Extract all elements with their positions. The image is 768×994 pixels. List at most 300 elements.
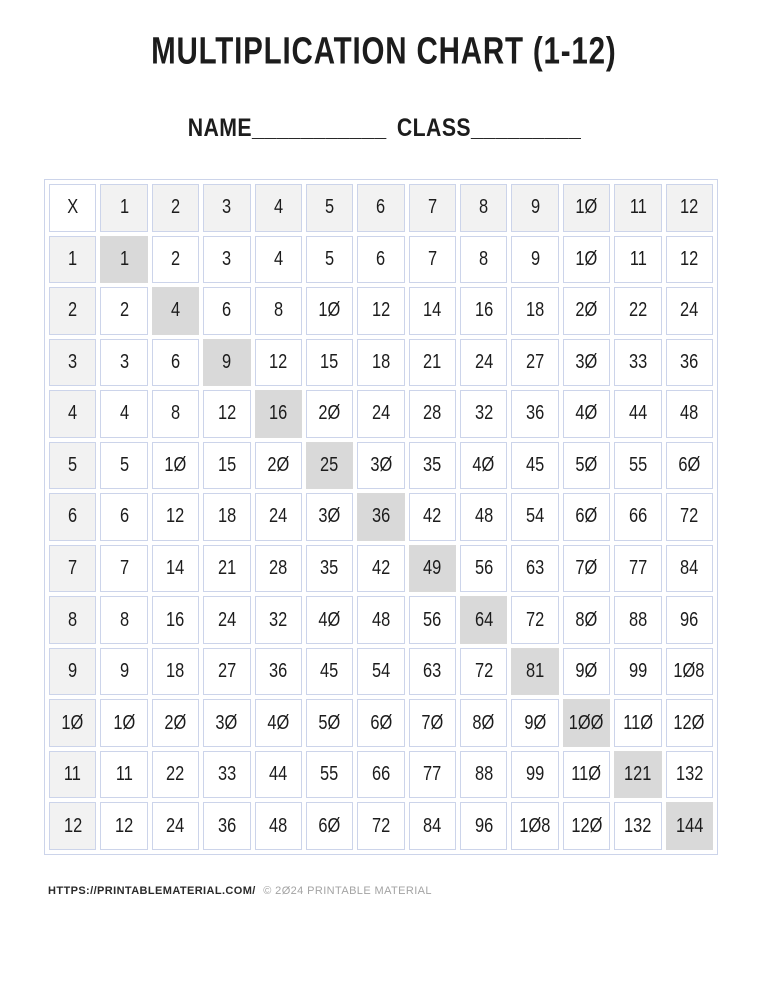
product-cell-label: 1Ø bbox=[113, 711, 136, 734]
product-cell bbox=[409, 287, 456, 335]
product-cell bbox=[100, 545, 147, 593]
product-cell-label: 14 bbox=[166, 557, 185, 580]
product-cell-label: 5 bbox=[325, 247, 335, 270]
product-cell bbox=[460, 648, 507, 696]
product-cell-label: 81 bbox=[526, 660, 545, 683]
product-cell bbox=[255, 390, 302, 438]
row-header-cell bbox=[49, 493, 96, 541]
corner-cell bbox=[49, 184, 96, 232]
product-cell bbox=[460, 442, 507, 490]
product-cell bbox=[614, 699, 661, 747]
product-cell-label: 11 bbox=[115, 763, 133, 786]
product-cell bbox=[666, 648, 713, 696]
product-cell-label: 3Ø bbox=[318, 505, 341, 528]
product-cell-label: 3Ø bbox=[575, 350, 598, 373]
product-cell-label: 45 bbox=[526, 453, 545, 476]
product-cell-label: 72 bbox=[474, 660, 493, 683]
product-cell-label: 24 bbox=[371, 402, 391, 425]
product-cell bbox=[460, 545, 507, 593]
product-cell bbox=[563, 339, 610, 387]
product-cell-label: 21 bbox=[423, 350, 442, 373]
product-cell-label: 27 bbox=[217, 660, 236, 683]
product-cell bbox=[152, 802, 199, 850]
product-cell bbox=[255, 287, 302, 335]
product-cell-label: 96 bbox=[680, 608, 699, 631]
product-cell-label: 24 bbox=[474, 350, 493, 373]
product-cell bbox=[306, 390, 353, 438]
product-cell bbox=[152, 287, 199, 335]
row-header-cell bbox=[49, 545, 96, 593]
product-cell bbox=[357, 802, 404, 850]
row-header-cell bbox=[49, 699, 96, 747]
column-header-cell bbox=[306, 184, 353, 232]
product-cell bbox=[614, 442, 661, 490]
product-cell bbox=[306, 596, 353, 644]
product-cell-label: 2Ø bbox=[164, 711, 187, 734]
product-cell bbox=[306, 802, 353, 850]
product-cell-label: 36 bbox=[269, 660, 288, 683]
product-cell-label: 35 bbox=[320, 557, 339, 580]
product-cell-label: 48 bbox=[474, 505, 493, 528]
column-header-cell-label: 3 bbox=[222, 196, 232, 219]
column-header-cell-label: 6 bbox=[376, 196, 386, 219]
product-cell-label: 36 bbox=[526, 402, 545, 425]
row-header-cell-label: 3 bbox=[68, 350, 78, 373]
product-cell bbox=[203, 802, 250, 850]
product-cell-label: 66 bbox=[371, 763, 391, 786]
product-cell-label: 27 bbox=[526, 350, 545, 373]
product-cell bbox=[357, 287, 404, 335]
row-header-cell bbox=[49, 442, 96, 490]
product-cell-label: 48 bbox=[680, 402, 699, 425]
product-cell bbox=[100, 493, 147, 541]
row-header-cell-label: 1 bbox=[68, 247, 78, 270]
product-cell-label: 1ØØ bbox=[569, 711, 604, 734]
product-cell-label: 6Ø bbox=[575, 505, 598, 528]
product-cell-label: 35 bbox=[423, 453, 442, 476]
product-cell-label: 22 bbox=[628, 299, 648, 322]
product-cell-label: 1Ø8 bbox=[519, 814, 551, 837]
product-cell-label: 4Ø bbox=[472, 453, 495, 476]
product-cell-label: 6Ø bbox=[370, 711, 392, 734]
column-header-cell-label: 1Ø bbox=[575, 196, 598, 219]
product-cell bbox=[614, 596, 661, 644]
product-cell bbox=[666, 390, 713, 438]
product-cell-label: 7 bbox=[119, 557, 129, 580]
product-cell bbox=[357, 236, 404, 284]
product-cell bbox=[152, 545, 199, 593]
product-cell-label: 121 bbox=[624, 763, 652, 786]
product-cell-label: 45 bbox=[320, 660, 339, 683]
product-cell bbox=[614, 751, 661, 799]
product-cell-label: 28 bbox=[423, 402, 442, 425]
product-cell bbox=[152, 339, 199, 387]
product-cell-label: 5 bbox=[119, 453, 129, 476]
product-cell-label: 3Ø bbox=[370, 453, 392, 476]
product-cell bbox=[203, 287, 250, 335]
product-cell bbox=[460, 493, 507, 541]
row-header-cell-label: 5 bbox=[68, 453, 78, 476]
product-cell bbox=[409, 339, 456, 387]
product-cell-label: 8Ø bbox=[575, 608, 598, 631]
product-cell-label: 16 bbox=[269, 402, 288, 425]
product-cell bbox=[203, 339, 250, 387]
product-cell bbox=[306, 493, 353, 541]
product-cell-label: 132 bbox=[624, 814, 652, 837]
product-cell-label: 55 bbox=[320, 763, 339, 786]
product-cell-label: 3Ø bbox=[215, 711, 238, 734]
row-header-cell-label: 12 bbox=[63, 814, 82, 837]
product-cell bbox=[357, 339, 404, 387]
product-cell-label: 12Ø bbox=[571, 814, 603, 837]
product-cell bbox=[357, 493, 404, 541]
product-cell bbox=[614, 287, 661, 335]
row-header-cell-label: 6 bbox=[68, 505, 78, 528]
product-cell-label: 1Ø bbox=[164, 453, 187, 476]
product-cell-label: 4Ø bbox=[318, 608, 341, 631]
product-cell bbox=[100, 339, 147, 387]
product-cell bbox=[100, 287, 147, 335]
product-cell-label: 6 bbox=[222, 299, 232, 322]
row-header-cell bbox=[49, 802, 96, 850]
product-cell bbox=[460, 751, 507, 799]
product-cell-label: 84 bbox=[680, 557, 699, 580]
product-cell bbox=[614, 648, 661, 696]
product-cell bbox=[306, 648, 353, 696]
product-cell-label: 12 bbox=[371, 299, 391, 322]
product-cell-label: 44 bbox=[628, 402, 648, 425]
product-cell-label: 54 bbox=[371, 660, 391, 683]
product-cell bbox=[563, 287, 610, 335]
product-cell bbox=[203, 545, 250, 593]
product-cell bbox=[614, 236, 661, 284]
product-cell bbox=[306, 442, 353, 490]
column-header-cell bbox=[563, 184, 610, 232]
product-cell bbox=[152, 648, 199, 696]
class-field-label: CLASS_________ bbox=[396, 114, 581, 142]
product-cell-label: 18 bbox=[166, 660, 185, 683]
product-cell-label: 88 bbox=[628, 608, 648, 631]
product-cell bbox=[666, 339, 713, 387]
product-cell bbox=[511, 545, 558, 593]
column-header-cell bbox=[152, 184, 199, 232]
product-cell bbox=[306, 287, 353, 335]
product-cell bbox=[255, 545, 302, 593]
product-cell-label: 33 bbox=[628, 350, 648, 373]
product-cell bbox=[511, 339, 558, 387]
product-cell bbox=[666, 442, 713, 490]
product-cell-label: 28 bbox=[269, 557, 288, 580]
row-header-cell-label: 9 bbox=[68, 660, 78, 683]
product-cell-label: 36 bbox=[680, 350, 699, 373]
product-cell-label: 4Ø bbox=[267, 711, 290, 734]
product-cell bbox=[460, 596, 507, 644]
product-cell-label: 11 bbox=[629, 247, 647, 270]
product-cell bbox=[255, 442, 302, 490]
product-cell bbox=[614, 339, 661, 387]
product-cell-label: 72 bbox=[526, 608, 545, 631]
product-cell bbox=[511, 493, 558, 541]
product-cell bbox=[666, 699, 713, 747]
product-cell-label: 8 bbox=[119, 608, 129, 631]
product-cell-label: 77 bbox=[423, 763, 442, 786]
product-cell bbox=[563, 751, 610, 799]
product-cell bbox=[357, 596, 404, 644]
product-cell bbox=[255, 699, 302, 747]
product-cell-label: 2 bbox=[119, 299, 129, 322]
product-cell bbox=[152, 493, 199, 541]
product-cell-label: 42 bbox=[371, 557, 391, 580]
product-cell bbox=[666, 236, 713, 284]
product-cell-label: 42 bbox=[423, 505, 442, 528]
product-cell bbox=[409, 493, 456, 541]
product-cell-label: 6 bbox=[376, 247, 386, 270]
product-cell bbox=[255, 596, 302, 644]
product-cell bbox=[409, 596, 456, 644]
column-header-cell bbox=[511, 184, 558, 232]
product-cell bbox=[203, 390, 250, 438]
multiplication-grid bbox=[44, 179, 718, 855]
product-cell bbox=[152, 596, 199, 644]
column-header-cell-label: 4 bbox=[273, 196, 283, 219]
product-cell bbox=[306, 339, 353, 387]
product-cell-label: 12 bbox=[680, 247, 699, 270]
product-cell-label: 25 bbox=[320, 453, 339, 476]
product-cell-label: 5Ø bbox=[575, 453, 598, 476]
product-cell bbox=[255, 339, 302, 387]
product-cell bbox=[100, 802, 147, 850]
product-cell bbox=[563, 699, 610, 747]
product-cell-label: 32 bbox=[269, 608, 288, 631]
product-cell bbox=[511, 596, 558, 644]
product-cell-label: 44 bbox=[269, 763, 288, 786]
product-cell-label: 48 bbox=[269, 814, 288, 837]
product-cell-label: 55 bbox=[628, 453, 648, 476]
product-cell-label: 22 bbox=[166, 763, 185, 786]
product-cell bbox=[460, 339, 507, 387]
product-cell bbox=[511, 648, 558, 696]
product-cell bbox=[357, 751, 404, 799]
product-cell-label: 9Ø bbox=[524, 711, 547, 734]
product-cell-label: 96 bbox=[474, 814, 493, 837]
product-cell bbox=[203, 648, 250, 696]
product-cell-label: 24 bbox=[217, 608, 236, 631]
product-cell-label: 6Ø bbox=[678, 453, 701, 476]
product-cell bbox=[409, 442, 456, 490]
row-header-cell bbox=[49, 287, 96, 335]
row-header-cell-label: 7 bbox=[68, 557, 78, 580]
product-cell bbox=[203, 751, 250, 799]
product-cell bbox=[614, 493, 661, 541]
product-cell bbox=[666, 287, 713, 335]
product-cell-label: 72 bbox=[680, 505, 699, 528]
product-cell bbox=[100, 751, 147, 799]
row-header-cell-label: 1Ø bbox=[61, 711, 84, 734]
product-cell-label: 6Ø bbox=[318, 814, 341, 837]
product-cell-label: 99 bbox=[526, 763, 545, 786]
product-cell bbox=[460, 699, 507, 747]
column-header-cell-label: 2 bbox=[170, 196, 181, 219]
product-cell-label: 12 bbox=[114, 814, 134, 837]
product-cell bbox=[409, 390, 456, 438]
row-header-cell bbox=[49, 751, 96, 799]
row-header-cell bbox=[49, 236, 96, 284]
product-cell-label: 6 bbox=[170, 350, 181, 373]
product-cell-label: 9Ø bbox=[575, 660, 598, 683]
product-cell bbox=[203, 236, 250, 284]
product-cell-label: 8 bbox=[170, 402, 181, 425]
product-cell-label: 8 bbox=[479, 247, 489, 270]
product-cell-label: 9 bbox=[222, 350, 232, 373]
product-cell bbox=[460, 287, 507, 335]
product-cell-label: 11Ø bbox=[571, 763, 602, 786]
row-header-cell bbox=[49, 339, 96, 387]
product-cell bbox=[203, 442, 250, 490]
product-cell-label: 2 bbox=[170, 247, 181, 270]
column-header-cell bbox=[100, 184, 147, 232]
row-header-cell-label: 8 bbox=[68, 608, 78, 631]
column-header-cell-label: 9 bbox=[530, 196, 540, 219]
product-cell-label: 99 bbox=[628, 660, 648, 683]
product-cell bbox=[614, 545, 661, 593]
product-cell bbox=[203, 596, 250, 644]
product-cell bbox=[563, 236, 610, 284]
product-cell bbox=[666, 493, 713, 541]
product-cell-label: 64 bbox=[474, 608, 493, 631]
corner-cell-label: X bbox=[67, 196, 79, 219]
column-header-cell bbox=[203, 184, 250, 232]
product-cell bbox=[203, 699, 250, 747]
product-cell-label: 4Ø bbox=[575, 402, 598, 425]
product-cell-label: 16 bbox=[166, 608, 185, 631]
product-cell bbox=[152, 751, 199, 799]
product-cell-label: 1 bbox=[119, 247, 129, 270]
product-cell-label: 11Ø bbox=[623, 711, 653, 734]
page-title: MULTIPLICATION CHART (1-12) bbox=[151, 28, 617, 72]
product-cell-label: 32 bbox=[474, 402, 493, 425]
product-cell-label: 1Ø bbox=[575, 247, 598, 270]
product-cell bbox=[357, 390, 404, 438]
product-cell bbox=[255, 751, 302, 799]
product-cell bbox=[511, 236, 558, 284]
product-cell bbox=[666, 596, 713, 644]
product-cell-label: 4 bbox=[170, 299, 181, 322]
product-cell-label: 21 bbox=[217, 557, 236, 580]
column-header-cell bbox=[666, 184, 713, 232]
product-cell-label: 7Ø bbox=[421, 711, 444, 734]
product-cell-label: 16 bbox=[474, 299, 493, 322]
footer-url: HTTPS://PRINTABLEMATERIAL.COM/ bbox=[48, 885, 256, 897]
column-header-cell bbox=[357, 184, 404, 232]
product-cell-label: 36 bbox=[371, 505, 391, 528]
product-cell-label: 3 bbox=[222, 247, 232, 270]
product-cell bbox=[614, 802, 661, 850]
product-cell bbox=[357, 699, 404, 747]
product-cell bbox=[563, 442, 610, 490]
product-cell bbox=[100, 648, 147, 696]
product-cell-label: 63 bbox=[423, 660, 442, 683]
product-cell-label: 77 bbox=[628, 557, 648, 580]
product-cell bbox=[100, 699, 147, 747]
product-cell bbox=[100, 390, 147, 438]
product-cell-label: 132 bbox=[675, 763, 703, 786]
product-cell bbox=[357, 648, 404, 696]
product-cell-label: 1Ø8 bbox=[673, 660, 705, 683]
product-cell bbox=[357, 442, 404, 490]
row-header-cell-label: 2 bbox=[68, 299, 78, 322]
product-cell-label: 56 bbox=[474, 557, 493, 580]
product-cell-label: 24 bbox=[680, 299, 699, 322]
product-cell bbox=[563, 545, 610, 593]
product-cell bbox=[409, 545, 456, 593]
product-cell bbox=[100, 236, 147, 284]
product-cell-label: 24 bbox=[269, 505, 288, 528]
product-cell-label: 12 bbox=[269, 350, 288, 373]
product-cell bbox=[152, 442, 199, 490]
product-cell bbox=[409, 699, 456, 747]
product-cell bbox=[563, 648, 610, 696]
product-cell bbox=[100, 596, 147, 644]
column-header-cell bbox=[409, 184, 456, 232]
product-cell-label: 18 bbox=[217, 505, 236, 528]
product-cell-label: 9 bbox=[119, 660, 129, 683]
product-cell bbox=[100, 442, 147, 490]
product-cell bbox=[666, 751, 713, 799]
name-field-label: NAME___________ bbox=[187, 114, 387, 142]
product-cell bbox=[666, 802, 713, 850]
product-cell-label: 6 bbox=[119, 505, 129, 528]
product-cell-label: 144 bbox=[675, 814, 703, 837]
product-cell-label: 88 bbox=[474, 763, 493, 786]
product-cell-label: 5Ø bbox=[318, 711, 341, 734]
product-cell bbox=[255, 802, 302, 850]
column-header-cell-label: 8 bbox=[479, 196, 489, 219]
column-header-cell-label: 11 bbox=[629, 196, 647, 219]
product-cell bbox=[203, 493, 250, 541]
column-header-cell-label: 1 bbox=[119, 196, 129, 219]
product-cell-label: 9 bbox=[530, 247, 540, 270]
name-class-line bbox=[0, 114, 768, 143]
product-cell bbox=[409, 802, 456, 850]
product-cell bbox=[357, 545, 404, 593]
product-cell-label: 4 bbox=[119, 402, 129, 425]
product-cell bbox=[666, 545, 713, 593]
product-cell bbox=[306, 699, 353, 747]
product-cell bbox=[409, 648, 456, 696]
row-header-cell-label: 4 bbox=[68, 402, 78, 425]
product-cell-label: 1Ø bbox=[318, 299, 341, 322]
row-header-cell bbox=[49, 390, 96, 438]
row-header-cell bbox=[49, 648, 96, 696]
column-header-cell-label: 5 bbox=[325, 196, 335, 219]
product-cell-label: 2Ø bbox=[267, 453, 290, 476]
product-cell-label: 8Ø bbox=[472, 711, 495, 734]
product-cell bbox=[511, 442, 558, 490]
product-cell bbox=[409, 236, 456, 284]
product-cell bbox=[152, 236, 199, 284]
column-header-cell bbox=[614, 184, 661, 232]
product-cell bbox=[255, 236, 302, 284]
product-cell bbox=[152, 390, 199, 438]
product-cell bbox=[460, 236, 507, 284]
product-cell bbox=[306, 236, 353, 284]
product-cell-label: 14 bbox=[423, 299, 442, 322]
product-cell bbox=[563, 802, 610, 850]
product-cell-label: 49 bbox=[423, 557, 442, 580]
product-cell bbox=[460, 390, 507, 438]
product-cell-label: 24 bbox=[166, 814, 185, 837]
page-header bbox=[0, 30, 768, 72]
